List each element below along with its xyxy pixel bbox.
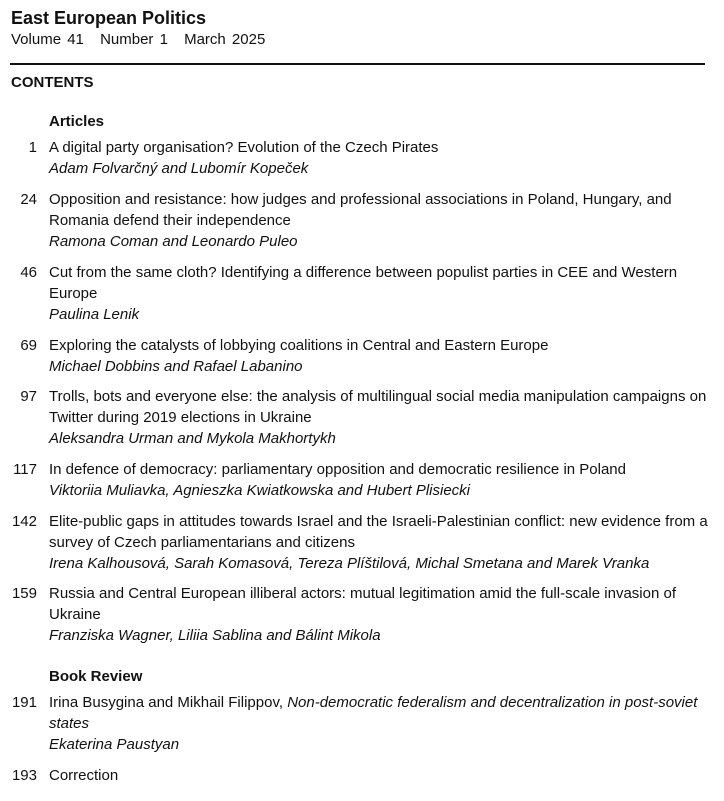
article-authors: Viktoriia Muliavka, Agnieszka Kwiatkowska and Hubert Plisiecki	[49, 482, 471, 499]
page-number: 24	[20, 191, 37, 208]
book-review-heading: Book Review	[49, 668, 143, 685]
page-number: 97	[20, 388, 37, 405]
page-number: 69	[20, 337, 37, 354]
book-title: Non-democratic federalism and decentralization in post-soviet states	[49, 694, 698, 732]
article-authors: Franziska Wagner, Liliia Sablina and Bálint Mikola	[49, 627, 381, 644]
issue-volume: Volume 41	[11, 31, 84, 48]
correction-title[interactable]: Correction	[49, 767, 119, 784]
articles-heading: Articles	[49, 113, 105, 130]
book-reviewer: Ekaterina Paustyan	[49, 736, 180, 753]
journal-header	[11, 6, 275, 50]
article-title[interactable]: Russia and Central European illiberal actors: mutual legitimation amid the full-scale invasion of Ukraine	[49, 585, 676, 623]
article-title[interactable]: Opposition and resistance: how judges and professional associations in Poland, Hungary, and Romania defend their independence	[49, 191, 672, 229]
article-title[interactable]: Cut from the same cloth? Identifying a difference between populist parties in CEE and Western Europe	[49, 264, 678, 302]
article-title[interactable]: Elite-public gaps in attitudes towards Israel and the Israeli-Palestinian conflict: new evidence from a survey of Czech parliamentarians and citizens	[49, 513, 708, 551]
header-divider	[10, 63, 705, 65]
page-number: 142	[11, 513, 37, 530]
issue-number: Number 1	[100, 31, 168, 48]
article-title[interactable]: A digital party organisation? Evolution of the Czech Pirates	[49, 139, 439, 156]
page-number: 191	[11, 694, 37, 711]
page-number: 1	[28, 139, 37, 156]
book-review-title[interactable]	[49, 692, 709, 734]
article-authors: Ramona Coman and Leonardo Puleo	[49, 233, 298, 250]
article-authors: Michael Dobbins and Rafael Labanino	[49, 358, 303, 375]
article-authors: Adam Folvarčný and Lubomír Kopeček	[49, 160, 309, 177]
contents-heading: CONTENTS	[11, 74, 94, 91]
issue-date: March 2025	[184, 31, 266, 48]
page-number: 46	[20, 264, 37, 281]
issue-line	[11, 30, 275, 50]
book-authors: Irina Busygina and Mikhail Filippov,	[49, 694, 284, 711]
article-authors: Paulina Lenik	[49, 306, 140, 323]
article-title[interactable]: Exploring the catalysts of lobbying coalitions in Central and Eastern Europe	[49, 337, 549, 354]
article-title[interactable]: In defence of democracy: parliamentary opposition and democratic resilience in Poland	[49, 461, 626, 478]
page-number: 117	[13, 461, 37, 478]
page-number: 193	[11, 767, 37, 784]
journal-title: East European Politics	[11, 8, 207, 28]
article-authors: Irena Kalhousová, Sarah Komasová, Tereza Plíštilová, Michal Smetana and Marek Vranka	[49, 555, 650, 572]
article-title[interactable]: Trolls, bots and everyone else: the analysis of multilingual social media manipulation campaigns on Twitter during 2019 elections in Ukraine	[49, 388, 707, 426]
page-number: 159	[11, 585, 37, 602]
article-authors: Aleksandra Urman and Mykola Makhortykh	[49, 430, 336, 447]
